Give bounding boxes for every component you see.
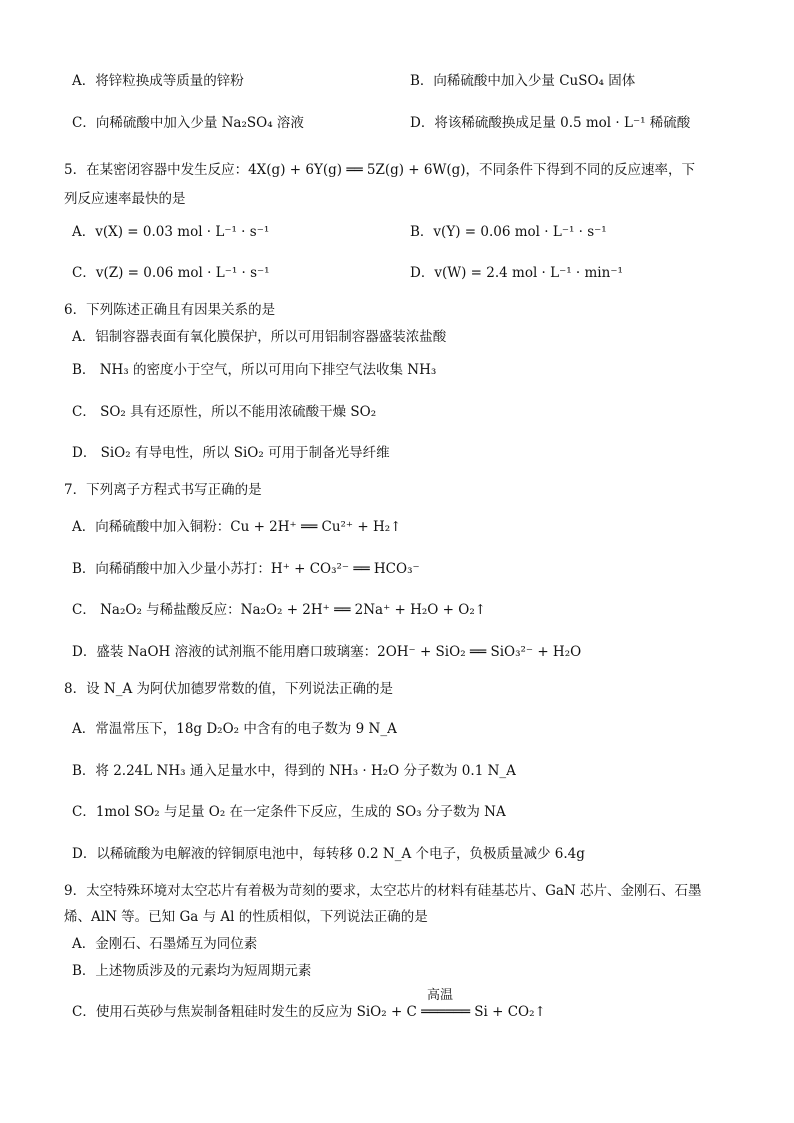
q8-option-a: A．常温常压下，18g D₂O₂ 中含有的电子数为 9 N_A [72, 721, 397, 737]
q5-stem-line2: 列反应速率最快的是 [64, 191, 186, 207]
q7-option-c: C． Na₂O₂ 与稀盐酸反应：Na₂O₂ + 2H⁺ ══ 2Na⁺ + H₂O + O₂↑ [72, 602, 487, 618]
q4-option-d: D．将该稀硫酸换成足量 0.5 mol · L⁻¹ 稀硫酸 [410, 115, 691, 131]
q6-option-c: C． SO₂ 具有还原性，所以不能用浓硫酸干燥 SO₂ [72, 404, 377, 420]
q9-stem-line1: 9．太空特殊环境对太空芯片有着极为苛刻的要求，太空芯片的材料有硅基芯片、GaN 芯片、金刚石、石墨 [64, 883, 702, 899]
q5-stem-line1: 5．在某密闭容器中发生反应：4X(g) + 6Y(g) ══ 5Z(g) + 6W(g)，不同条件下得到不同的反应速率，下 [64, 162, 696, 178]
q9-option-c: C．使用石英砂与焦炭制备粗硅时发生的反应为 SiO₂ + C ══════ Si + CO₂↑ [72, 1004, 546, 1020]
q9-option-a: A．金刚石、石墨烯互为同位素 [72, 936, 258, 952]
q5-option-d: D．v(W) = 2.4 mol · L⁻¹ · min⁻¹ [410, 265, 623, 281]
q6-option-d: D． SiO₂ 有导电性，所以 SiO₂ 可用于制备光导纤维 [72, 445, 390, 461]
q8-option-b: B．将 2.24L NH₃ 通入足量水中，得到的 NH₃ · H₂O 分子数为 0.1 N_A [72, 763, 516, 779]
q7-option-a: A．向稀硫酸中加入铜粉：Cu + 2H⁺ ══ Cu²⁺ + H₂↑ [72, 519, 402, 535]
q4-option-c: C．向稀硫酸中加入少量 Na₂SO₄ 溶液 [72, 115, 304, 131]
q6-option-b: B． NH₃ 的密度小于空气，所以可用向下排空气法收集 NH₃ [72, 362, 437, 378]
q6-stem: 6．下列陈述正确且有因果关系的是 [64, 302, 276, 318]
q9-option-c-condition: 高温 [427, 988, 454, 1003]
q8-option-c: C．1mol SO₂ 与足量 O₂ 在一定条件下反应，生成的 SO₃ 分子数为 NA [72, 804, 506, 820]
q4-option-b: B．向稀硫酸中加入少量 CuSO₄ 固体 [410, 73, 636, 89]
q5-option-b: B．v(Y) = 0.06 mol · L⁻¹ · s⁻¹ [410, 224, 607, 240]
q7-stem: 7．下列离子方程式书写正确的是 [64, 482, 262, 498]
q8-stem: 8．设 N_A 为阿伏加德罗常数的值，下列说法正确的是 [64, 681, 393, 697]
q7-option-d: D．盛装 NaOH 溶液的试剂瓶不能用磨口玻璃塞：2OH⁻ + SiO₂ ══ SiO₃²⁻ + H₂O [72, 644, 582, 660]
q8-option-d: D．以稀硫酸为电解液的锌铜原电池中，每转移 0.2 N_A 个电子，负极质量减少 6.4g [72, 846, 585, 862]
q6-option-a: A．铝制容器表面有氧化膜保护，所以可用铝制容器盛装浓盐酸 [72, 329, 447, 345]
q5-option-a: A．v(X) = 0.03 mol · L⁻¹ · s⁻¹ [72, 224, 270, 240]
q9-option-b: B．上述物质涉及的元素均为短周期元素 [72, 963, 312, 979]
q4-option-a: A．将锌粒换成等质量的锌粉 [72, 73, 244, 89]
q7-option-b: B．向稀硝酸中加入少量小苏打：H⁺ + CO₃²⁻ ══ HCO₃⁻ [72, 561, 420, 577]
q5-option-c: C．v(Z) = 0.06 mol · L⁻¹ · s⁻¹ [72, 265, 270, 281]
q9-stem-line2: 烯、AlN 等。已知 Ga 与 Al 的性质相似，下列说法正确的是 [64, 909, 428, 925]
